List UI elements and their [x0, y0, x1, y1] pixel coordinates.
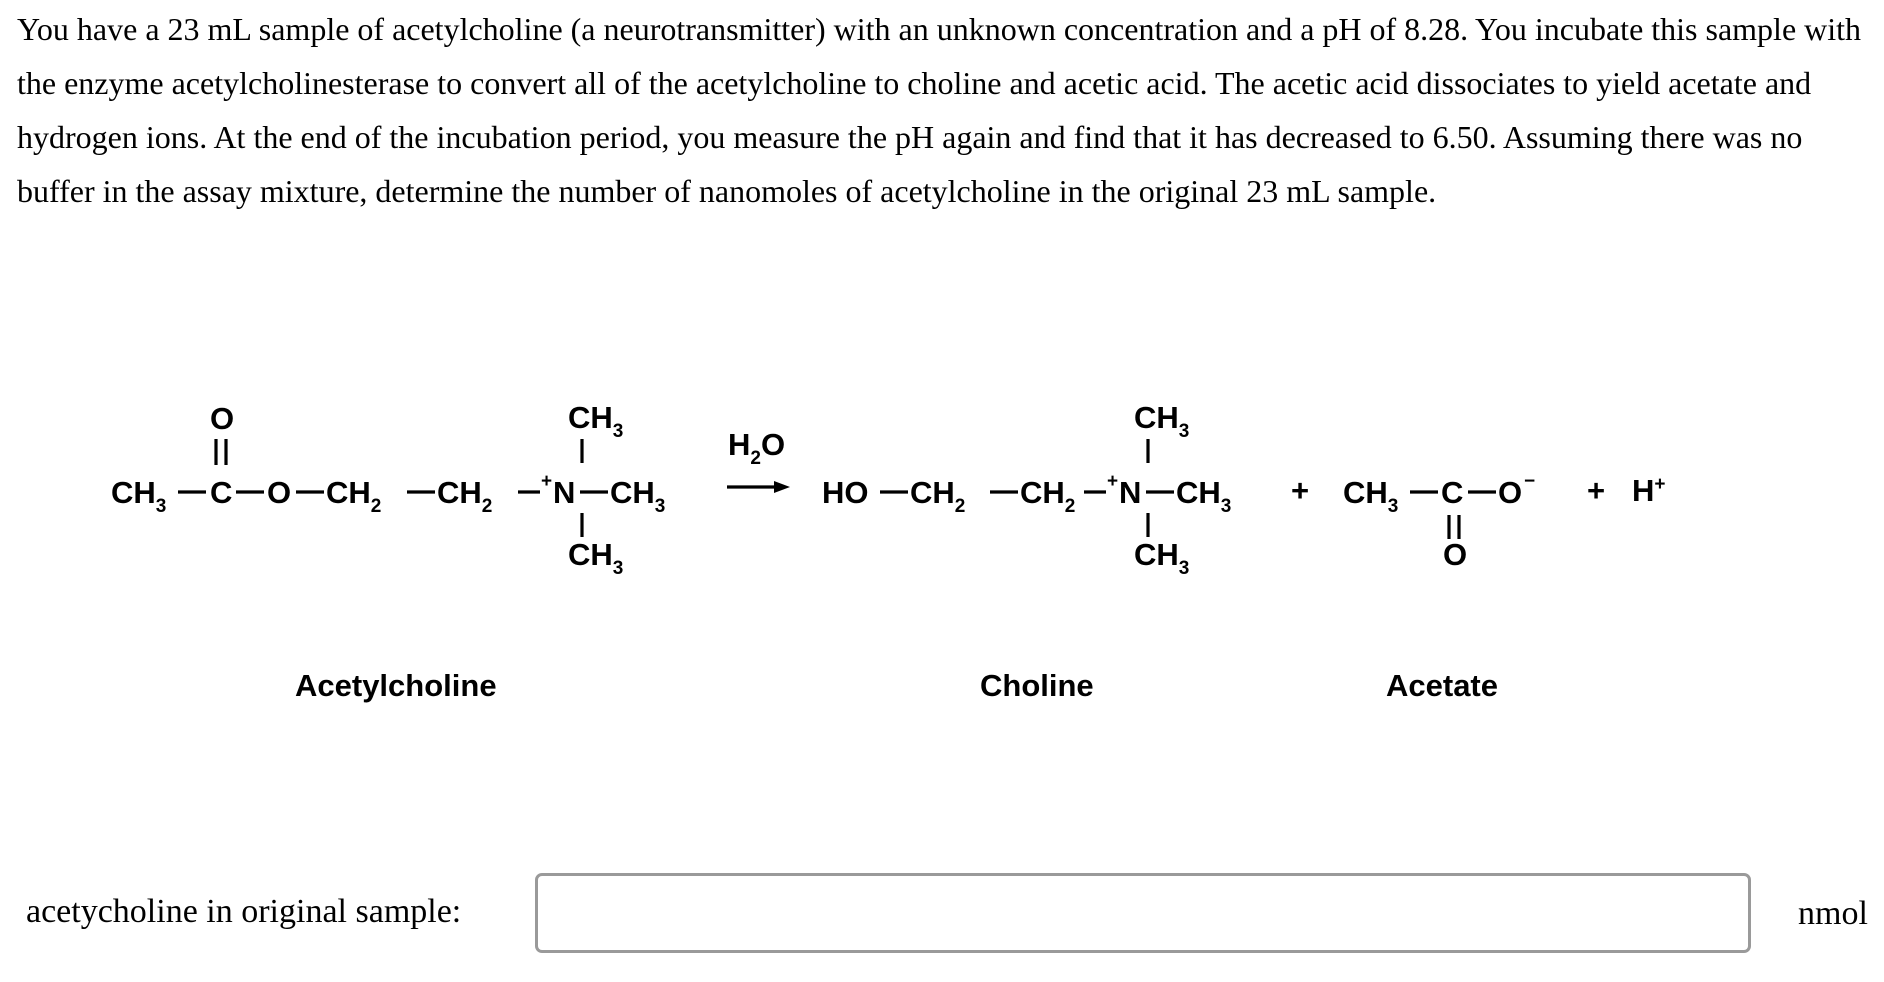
reaction-arrow — [727, 427, 790, 493]
question-text: You have a 23 mL sample of acetylcholine (a neurotransmitter) with an unknown concentration and a pH of 8.28. You incubate this sample with the enzyme acetylcholinesterase to convert all of the acetylcholine to choline and acetic acid. The acetic acid dissociates to yield acetate and hydrogen ions. At the end of the incubation period, you measure the pH again and find that it has decreased to 6.50. Assuming there was no buffer in the assay mixture, determine the number of nanomoles of acetylcholine in the original 23 mL sample. — [17, 11, 1862, 209]
caption-acetate: Acetate — [1386, 668, 1498, 703]
plus-sign-1: + — [1291, 473, 1310, 508]
unit-label: nmol — [1798, 895, 1868, 932]
choline-structure — [822, 400, 1231, 579]
positive-charge: + — [541, 471, 553, 492]
n-methyl-top: $CH_3$ — [568, 400, 624, 442]
caption-acetylcholine: Acetylcholine — [295, 668, 497, 703]
negative-charge: − — [1524, 471, 1536, 492]
hydroxyl: HO — [822, 475, 869, 510]
choline-n-methyl-top: $CH_3$ — [1134, 400, 1190, 442]
choline-methylene-1: $CH_2$ — [910, 475, 966, 517]
carbonyl-carbon: C — [210, 475, 233, 510]
ester-oxygen: O — [267, 475, 292, 510]
acetate-carbonyl-oxygen: O — [1443, 537, 1468, 572]
n-methyl-bottom: $CH_3$ — [568, 537, 624, 579]
hydrogen-ion: H+ — [1632, 473, 1666, 508]
methyl-group: $CH_3$ — [111, 475, 167, 517]
choline-methylene-2: $CH_2$ — [1020, 475, 1076, 517]
nitrogen: N — [553, 475, 576, 510]
carbonyl-oxygen: O — [210, 401, 235, 436]
methylene-1: $CH_2$ — [326, 475, 382, 517]
acetate-methyl: $CH_3$ — [1343, 475, 1399, 517]
water-reagent: $H_2O$ — [728, 427, 786, 469]
answer-label: acetycholine in original sample: — [26, 893, 462, 930]
caption-choline: Choline — [980, 668, 1094, 703]
plus-sign-2: + — [1587, 473, 1606, 508]
acetate-structure — [1343, 471, 1535, 572]
answer-input[interactable] — [535, 873, 1751, 953]
choline-n-methyl-right: $CH_3$ — [1176, 475, 1232, 517]
choline-nitrogen: N — [1119, 475, 1142, 510]
choline-positive-charge: + — [1107, 471, 1119, 492]
acetate-carbon: C — [1441, 475, 1464, 510]
acetylcholine-structure — [111, 400, 665, 579]
reaction-scheme — [0, 395, 1884, 725]
choline-n-methyl-bottom: $CH_3$ — [1134, 537, 1190, 579]
methylene-2: $CH_2$ — [437, 475, 493, 517]
n-methyl-right: $CH_3$ — [610, 475, 666, 517]
acetate-oxygen-anion: O — [1498, 475, 1523, 510]
